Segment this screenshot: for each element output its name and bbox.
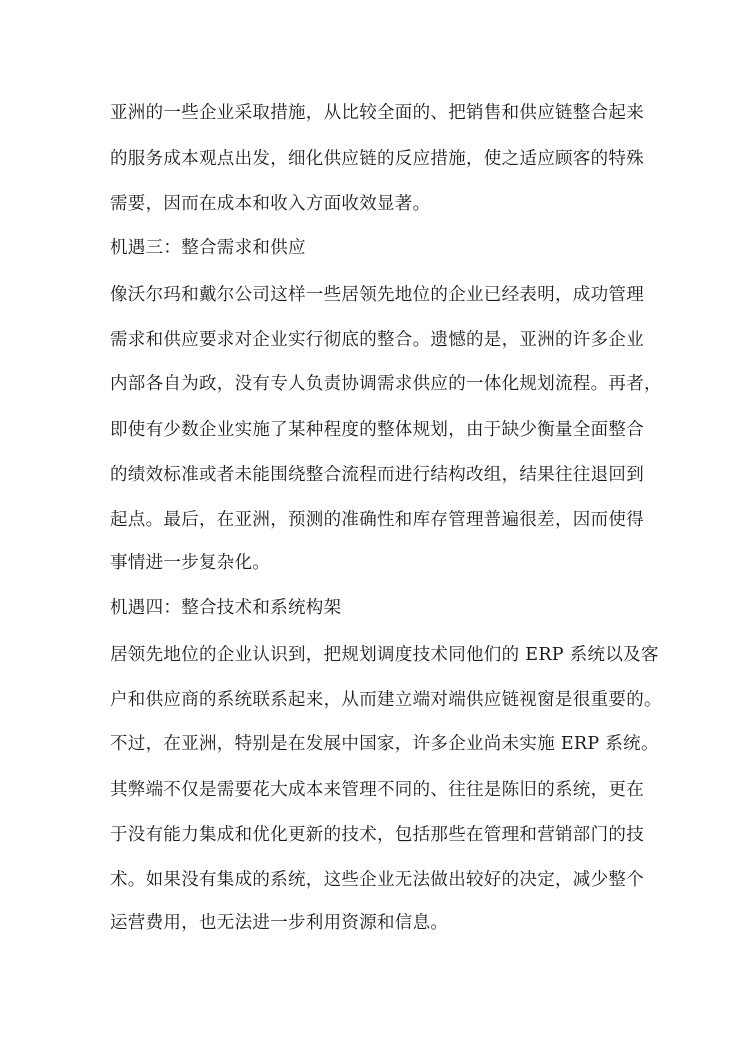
text-line: 于没有能力集成和优化更新的技术，包括那些在管理和营销部门的技 [110,825,644,845]
text-line: 的绩效标准或者未能围绕整合流程而进行结构改组，结果往往退回到 [110,465,644,485]
text-line: 像沃尔玛和戴尔公司这样一些居领先地位的企业已经表明，成功管理 [110,285,644,305]
text-line: 运营费用，也无法进一步利用资源和信息。 [110,913,449,933]
text-line: 内部各自为政，没有专人负责协调需求供应的一体化规划流程。再者， [110,374,662,394]
section-heading: 机遇四：整合技术和系统构架 [110,598,342,618]
text-line: 术。如果没有集成的系统，这些企业无法做出较好的决定，减少整个 [110,870,644,890]
text-line: 需求和供应要求对企业实行彻底的整合。遗憾的是，亚洲的许多企业 [110,330,644,350]
text-line: 居领先地位的企业认识到，把规划调度技术同他们的 ERP 系统以及客 [110,645,659,665]
text-line: 户和供应商的系统联系起来，从而建立端对端供应链视窗是很重要的。 [110,690,662,710]
text-line: 需要，因而在成本和收入方面收效显著。 [110,194,431,214]
text-line: 即使有少数企业实施了某种程度的整体规划，由于缺少衡量全面整合 [110,420,644,440]
text-line: 事情进一步复杂化。 [110,553,271,573]
text-line: 不过，在亚洲，特别是在发展中国家，许多企业尚未实施 ERP 系统。 [110,734,659,754]
text-line: 其弊端不仅是需要花大成本来管理不同的、往往是陈旧的系统，更在 [110,780,644,800]
section-heading: 机遇三：整合需求和供应 [110,238,306,258]
text-line: 的服务成本观点出发，细化供应链的反应措施，使之适应顾客的特殊 [110,149,644,169]
text-line: 亚洲的一些企业采取措施，从比较全面的、把销售和供应链整合起来 [110,103,644,123]
text-line: 起点。最后，在亚洲，预测的准确性和库存管理普遍很差，因而使得 [110,510,644,530]
